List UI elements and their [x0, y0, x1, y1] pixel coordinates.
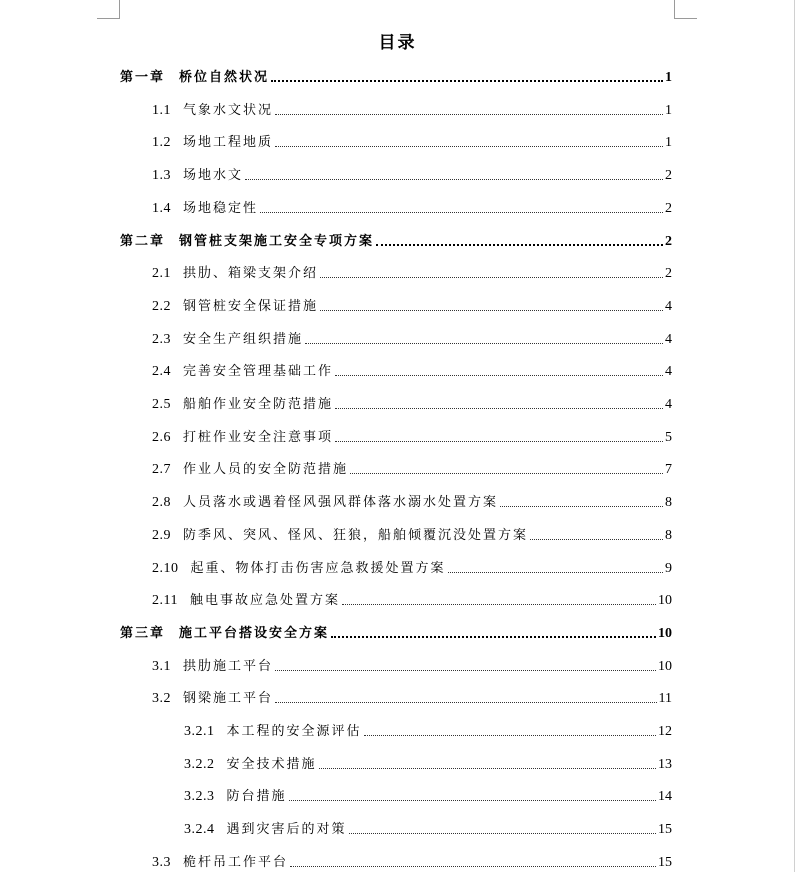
- toc-entry[interactable]: [152, 589, 672, 609]
- toc-entry-title: 钢梁施工平台: [183, 691, 274, 707]
- dot-leader: [260, 212, 663, 213]
- toc-entry-title: 完善安全管理基础工作: [183, 364, 334, 380]
- dot-leader: [271, 80, 663, 82]
- toc-entry[interactable]: [152, 687, 672, 707]
- toc-entry[interactable]: [152, 328, 672, 348]
- toc-entry-number: 3.2.4: [184, 822, 215, 838]
- toc-entry[interactable]: [152, 393, 672, 413]
- toc-entry-number: 3.2.2: [184, 756, 215, 772]
- toc-entry-title: 安全生产组织措施: [183, 331, 304, 347]
- toc-entry-page: 13: [658, 756, 672, 772]
- toc-entry-number: 3.2: [152, 691, 171, 707]
- dot-leader: [320, 310, 663, 311]
- toc-entry-page: 15: [658, 822, 672, 838]
- toc-entry-title: 防季风、突风、怪风、狂狼，船舶倾覆沉没处置方案: [183, 527, 529, 543]
- dot-leader: [335, 375, 663, 376]
- dot-leader: [349, 833, 656, 834]
- toc-entry[interactable]: [152, 99, 672, 119]
- dot-leader: [245, 179, 663, 180]
- toc-entry[interactable]: [152, 491, 672, 511]
- toc-entry-page: 9: [665, 560, 672, 576]
- toc-entry-title: 安全技术措施: [226, 756, 317, 772]
- toc-entry-number: 2.6: [152, 429, 171, 445]
- toc-entry-number: 2.7: [152, 462, 171, 478]
- toc-entry-page: 15: [658, 854, 672, 870]
- toc-entry-title: 打桩作业安全注意事项: [183, 429, 334, 445]
- toc-entry-page: 2: [665, 200, 672, 216]
- dot-leader: [275, 670, 656, 671]
- toc-entry-page: 4: [665, 364, 672, 380]
- toc-entry-title: 本工程的安全源评估: [226, 724, 362, 739]
- toc-entry-number: 2.2: [152, 298, 171, 314]
- toc-entry-title: 作业人员的安全防范措施: [183, 462, 349, 478]
- toc-entry-number: 第三章: [120, 625, 166, 641]
- page-corner-mark-left: [97, 0, 120, 19]
- dot-leader: [290, 866, 656, 867]
- toc-entry-page: 8: [665, 527, 672, 543]
- toc-entry-title: 气象水文状况: [183, 102, 274, 118]
- dot-leader: [289, 800, 656, 801]
- toc-entry-title: 拱肋施工平台: [183, 658, 274, 674]
- dot-leader: [275, 702, 657, 703]
- toc-entry[interactable]: [184, 818, 672, 838]
- toc-entry[interactable]: [152, 164, 672, 184]
- toc-entry-title: 人员落水或遇着怪风强风群体落水溺水处置方案: [183, 495, 499, 511]
- toc-entry[interactable]: [152, 655, 672, 675]
- toc-entry[interactable]: [152, 557, 672, 577]
- dot-leader: [342, 604, 656, 605]
- toc-entry-page: 14: [658, 789, 672, 805]
- toc-entry-title: 场地水文: [183, 168, 244, 184]
- toc-entry-page: 2: [665, 266, 672, 282]
- toc-entry-page: 2: [665, 233, 672, 249]
- toc-entry-title: 场地工程地质: [183, 135, 274, 151]
- page-corner-mark-right: [674, 0, 697, 19]
- toc-entry[interactable]: [152, 295, 672, 315]
- dot-leader: [376, 244, 663, 246]
- toc-entry-title: 场地稳定性: [183, 200, 259, 216]
- dot-leader: [448, 572, 663, 573]
- toc-entry[interactable]: [152, 131, 672, 151]
- toc-entry-page: 11: [658, 691, 672, 707]
- toc-entry[interactable]: [120, 622, 672, 642]
- toc-entry-number: 1.1: [152, 102, 171, 118]
- toc-entry[interactable]: [184, 785, 672, 805]
- dot-leader: [530, 539, 663, 540]
- dot-leader: [350, 473, 663, 474]
- toc-entry-page: 8: [665, 495, 672, 511]
- toc-entry[interactable]: [152, 360, 672, 380]
- toc-entry[interactable]: [152, 197, 672, 217]
- toc-entry-number: 2.10: [152, 560, 179, 576]
- toc-entry[interactable]: [152, 262, 672, 282]
- toc-entry-number: 2.9: [152, 527, 171, 543]
- toc-entry-page: 4: [665, 397, 672, 412]
- toc-entry[interactable]: [184, 720, 672, 740]
- toc-entry[interactable]: [120, 66, 672, 86]
- toc-entry[interactable]: [152, 426, 672, 446]
- dot-leader: [331, 636, 656, 638]
- toc-entry-title: 桅杆吊工作平台: [183, 854, 289, 870]
- toc-entry-number: 1.4: [152, 200, 171, 216]
- toc-entry-number: 第一章: [120, 70, 166, 85]
- toc-entry-number: 3.2.1: [184, 724, 215, 739]
- toc-entry-page: 7: [665, 462, 672, 478]
- toc-entry-title: 施工平台搭设安全方案: [179, 625, 330, 641]
- toc-entry-page: 4: [665, 298, 672, 314]
- toc-entry-page: 1: [665, 135, 672, 151]
- toc-entry[interactable]: [152, 524, 672, 544]
- dot-leader: [319, 768, 656, 769]
- toc-entry-title: 起重、物体打击伤害应急救援处置方案: [190, 560, 446, 576]
- dot-leader: [275, 146, 663, 147]
- toc-entry-number: 2.11: [152, 593, 178, 609]
- toc-entry-page: 2: [665, 168, 672, 184]
- toc-entry-title: 拱肋、箱梁支架介绍: [183, 266, 319, 282]
- toc-entry-page: 4: [665, 331, 672, 347]
- dot-leader: [275, 114, 663, 115]
- toc-entry-number: 3.1: [152, 658, 171, 674]
- toc-entry-number: 3.3: [152, 854, 171, 870]
- toc-entry-title: 钢管桩安全保证措施: [183, 298, 319, 314]
- toc-entry-title: 防台措施: [226, 789, 287, 805]
- toc-entry-number: 2.1: [152, 266, 171, 282]
- toc-entry-page: 1: [665, 70, 672, 85]
- toc-entry-title: 钢管桩支架施工安全专项方案: [179, 233, 375, 249]
- dot-leader: [500, 506, 663, 507]
- toc-entry-number: 3.2.3: [184, 789, 215, 805]
- dot-leader: [320, 277, 663, 278]
- dot-leader: [335, 408, 663, 409]
- toc-entry-page: 10: [658, 658, 672, 674]
- toc-entry-title: 桥位自然状况: [179, 70, 270, 85]
- toc-title: 目录: [378, 33, 417, 53]
- toc-entry-title: 遇到灾害后的对策: [226, 822, 347, 838]
- dot-leader: [335, 441, 663, 442]
- toc-entry-number: 2.3: [152, 331, 171, 347]
- toc-entry[interactable]: [152, 851, 672, 871]
- toc-entry-title: 触电事故应急处置方案: [189, 593, 340, 609]
- toc-entry-page: 10: [658, 593, 672, 609]
- toc-entry-number: 2.8: [152, 495, 171, 511]
- toc-entry-number: 1.3: [152, 168, 171, 184]
- toc-entry-number: 2.4: [152, 364, 171, 380]
- toc-entry-title: 船舶作业安全防范措施: [183, 397, 334, 412]
- toc-entry-page: 5: [665, 429, 672, 445]
- toc-entry[interactable]: [152, 458, 672, 478]
- toc-entry-page: 1: [665, 102, 672, 118]
- toc-entry-number: 2.5: [152, 397, 171, 412]
- toc-entry-number: 第二章: [120, 233, 166, 249]
- toc-entry[interactable]: [184, 753, 672, 773]
- toc-entry[interactable]: [120, 230, 672, 250]
- toc-entry-page: 10: [658, 625, 672, 641]
- toc-entry-page: 12: [658, 724, 672, 739]
- dot-leader: [364, 735, 656, 736]
- dot-leader: [305, 343, 663, 344]
- toc-entry-number: 1.2: [152, 135, 171, 151]
